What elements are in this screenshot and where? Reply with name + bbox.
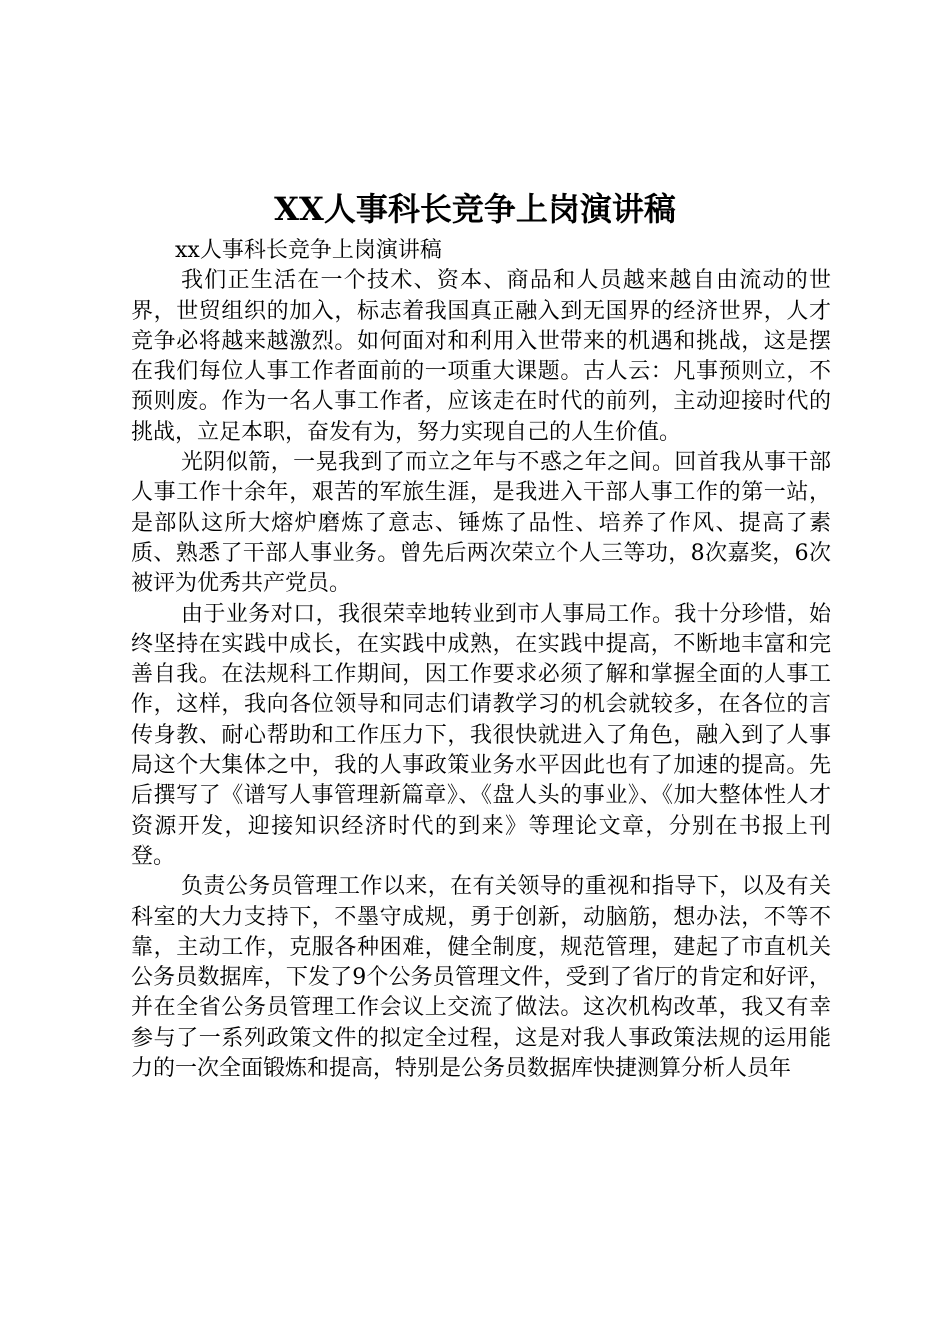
paragraph-2: 光阴似箭，一晃我到了而立之年与不惑之年之间。回首我从事干部人事工作十余年，艰苦的军旅生涯，是我进入干部人事工作的第一站，是部队这所大熔炉磨炼了意志、锤炼了品性、培养了作风、提高了素质、熟悉了干部人事业务。曾先后两次荣立个人三等功，8次嘉奖，6次被评为优秀共产党员。 bbox=[131, 450, 831, 597]
document-subtitle: xx人事科长竞争上岗演讲稿 bbox=[175, 238, 442, 263]
paragraph-3: 由于业务对口，我很荣幸地转业到市人事局工作。我十分珍惜，始终坚持在实践中成长，在实践中成熟，在实践中提高，不断地丰富和完善自我。在法规科工作期间，因工作要求必须了解和掌握全面的人事工作，这样，我向各位领导和同志们请教学习的机会就较多，在各位的言传身教、耐心帮助和工作压力下，我很快就进入了角色，融入到了人事局这个大集体之中，我的人事政策业务水平因此也有了加速的提高。先后撰写了《谱写人事管理新篇章》、《盘人头的事业》、《加大整体性人才资源开发，迎接知识经济时代的到来》等理论文章，分别在书报上刊登。 bbox=[131, 601, 831, 869]
paragraph-4: 负责公务员管理工作以来，在有关领导的重视和指导下，以及有关科室的大力支持下，不墨守成规，勇于创新，动脑筋，想办法，不等不靠，主动工作，克服各种困难，健全制度，规范管理，建起了市直机关公务员数据库，下发了9个公务员管理文件，受到了省厅的肯定和好评，并在全省公务员管理工作会议上交流了做法。这次机构改革，我又有幸参与了一系列政策文件的拟定全过程，这是对我人事政策法规的运用能力的一次全面锻炼和提高，特别是公务员数据库快捷测算分析人员年 bbox=[131, 874, 831, 1082]
document-body bbox=[131, 236, 831, 1084]
document-title: XX人事科长竞争上岗演讲稿 bbox=[274, 190, 676, 228]
paragraph-1: 我们正生活在一个技术、资本、商品和人员越来越自由流动的世界，世贸组织的加入，标志着我国真正融入到无国界的经济世界，人才竞争必将越来越激烈。如何面对和利用入世带来的机遇和挑战，这是摆在我们每位人事工作者面前的一项重大课题。古人云：凡事预则立，不预则废。作为一名人事工作者，应该走在时代的前列，主动迎接时代的挑战，立足本职，奋发有为，努力实现自己的人生价值。 bbox=[131, 268, 831, 445]
